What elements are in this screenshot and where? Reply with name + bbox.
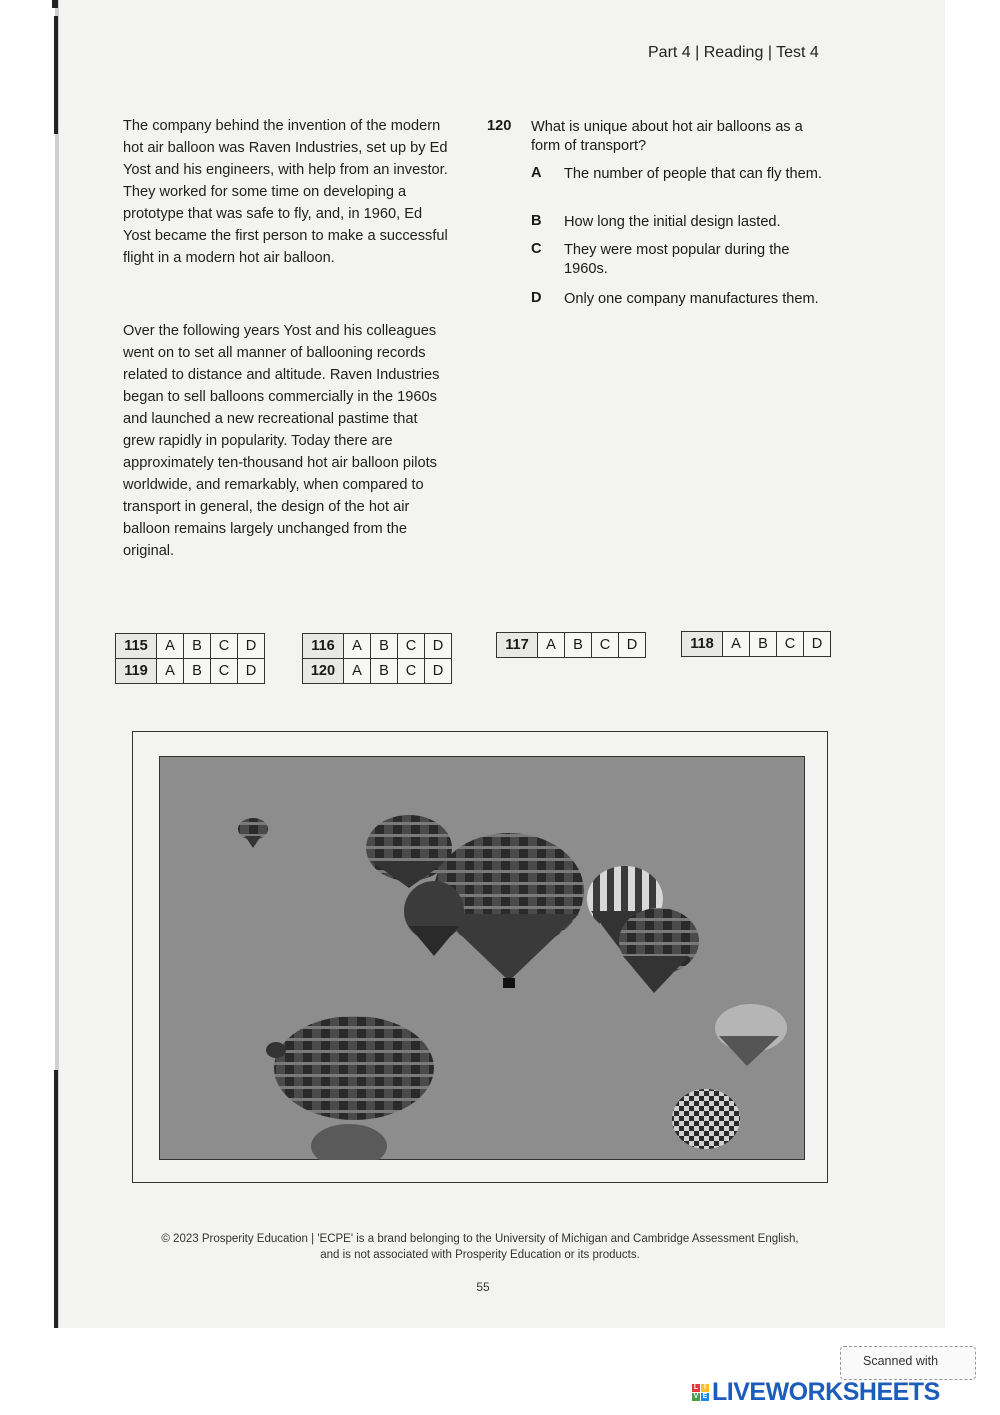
- balloon-tiny-left: [266, 1042, 286, 1058]
- scanned-with-text: Scanned with: [863, 1354, 939, 1368]
- answer-grid-115-119: [115, 633, 265, 684]
- answer-row-118: [682, 632, 831, 657]
- balloon-checkered: [672, 1089, 740, 1149]
- option-text: How long the initial design lasted.: [564, 214, 781, 230]
- scan-mark: [54, 16, 58, 134]
- answer-choice-a[interactable]: A: [344, 659, 371, 684]
- answer-choice-a[interactable]: A: [157, 634, 184, 659]
- option-letter: A: [531, 165, 542, 181]
- header-test: Test 4: [776, 44, 819, 61]
- answer-choice-c[interactable]: C: [592, 633, 619, 658]
- answer-number: 117: [497, 633, 538, 658]
- answer-choice-d[interactable]: D: [425, 634, 452, 659]
- option-letter: C: [531, 241, 542, 257]
- liveworksheets-brand: LIVEWORKSHEETS: [712, 1378, 940, 1406]
- question-text: What is unique about hot air balloons as a form of transport?: [531, 119, 803, 154]
- answer-choice-c[interactable]: C: [211, 659, 238, 684]
- answer-choice-a[interactable]: A: [723, 632, 750, 657]
- answer-row-117: [497, 633, 646, 658]
- option-text: They were most popular during the 1960s.: [564, 242, 790, 277]
- option-text: The number of people that can fly them.: [564, 166, 822, 182]
- answer-choice-d[interactable]: D: [804, 632, 831, 657]
- answer-choice-d[interactable]: D: [425, 659, 452, 684]
- answer-number: 120: [303, 659, 344, 684]
- answer-row-116: [303, 634, 452, 659]
- answer-number: 119: [116, 659, 157, 684]
- answer-choice-c[interactable]: C: [777, 632, 804, 657]
- answer-choice-d[interactable]: D: [238, 634, 265, 659]
- answer-grid-118: [681, 631, 831, 657]
- page-header: Part 4 | Reading | Test 4: [648, 44, 819, 61]
- header-part: Part 4: [648, 44, 691, 61]
- option-letter: D: [531, 290, 542, 306]
- answer-row-115: [116, 634, 265, 659]
- answer-grid-117: [496, 632, 646, 658]
- question-number: 120: [487, 118, 512, 134]
- answer-number: 116: [303, 634, 344, 659]
- answer-choice-b[interactable]: B: [184, 634, 211, 659]
- answer-choice-b[interactable]: B: [371, 659, 398, 684]
- answer-choice-d[interactable]: D: [238, 659, 265, 684]
- answer-choice-c[interactable]: C: [211, 634, 238, 659]
- answer-choice-b[interactable]: B: [565, 633, 592, 658]
- copyright-line-1: © 2023 Prosperity Education | 'ECPE' is a brand belonging to the University of Michigan and Cambridge Assessment English,: [161, 1233, 799, 1245]
- answer-choice-d[interactable]: D: [619, 633, 646, 658]
- answer-grid-116-120: [302, 633, 452, 684]
- passage-paragraph-1: The company behind the invention of the modern hot air balloon was Raven Industries, set up by Ed Yost and his engineers, with help from an investor. They worked for some time on developing a prototype that was safe to fly, and, in 1960, Ed Yost became the first person to make a successful flight in a modern hot air balloon.: [123, 118, 448, 266]
- liveworksheets-logo[interactable]: [692, 1378, 940, 1407]
- scan-mark: [52, 0, 58, 8]
- passage-paragraph-2: Over the following years Yost and his colleagues went on to set all manner of ballooning records related to distance and altitude. Raven Industries began to sell balloons commercially in the 1960s and launched a new recreational pastime that grew rapidly in popularity. Today there are approximately ten-thousand hot air balloon pilots worldwide, and remarkably, when compared to transport in general, the design of the hot air balloon remains largely unchanged from the original.: [123, 323, 440, 559]
- answer-row-120: [303, 659, 452, 684]
- page-number: 55: [476, 1280, 490, 1294]
- liveworksheets-icon: L I V E: [693, 1384, 708, 1400]
- answer-choice-c[interactable]: C: [398, 659, 425, 684]
- copyright-line-2: and is not associated with Prosperity Education or its products.: [320, 1249, 640, 1261]
- answer-choice-a[interactable]: A: [344, 634, 371, 659]
- answer-choice-a[interactable]: A: [538, 633, 565, 658]
- answer-number: 115: [116, 634, 157, 659]
- answer-choice-a[interactable]: A: [157, 659, 184, 684]
- answer-choice-b[interactable]: B: [371, 634, 398, 659]
- header-section: Reading: [703, 44, 764, 61]
- answer-choice-b[interactable]: B: [184, 659, 211, 684]
- hot-air-balloons-photo: [159, 756, 805, 1160]
- option-text: Only one company manufactures them.: [564, 291, 819, 307]
- answer-row-119: [116, 659, 265, 684]
- answer-choice-b[interactable]: B: [750, 632, 777, 657]
- answer-number: 118: [682, 632, 723, 657]
- option-letter: B: [531, 213, 542, 229]
- answer-choice-c[interactable]: C: [398, 634, 425, 659]
